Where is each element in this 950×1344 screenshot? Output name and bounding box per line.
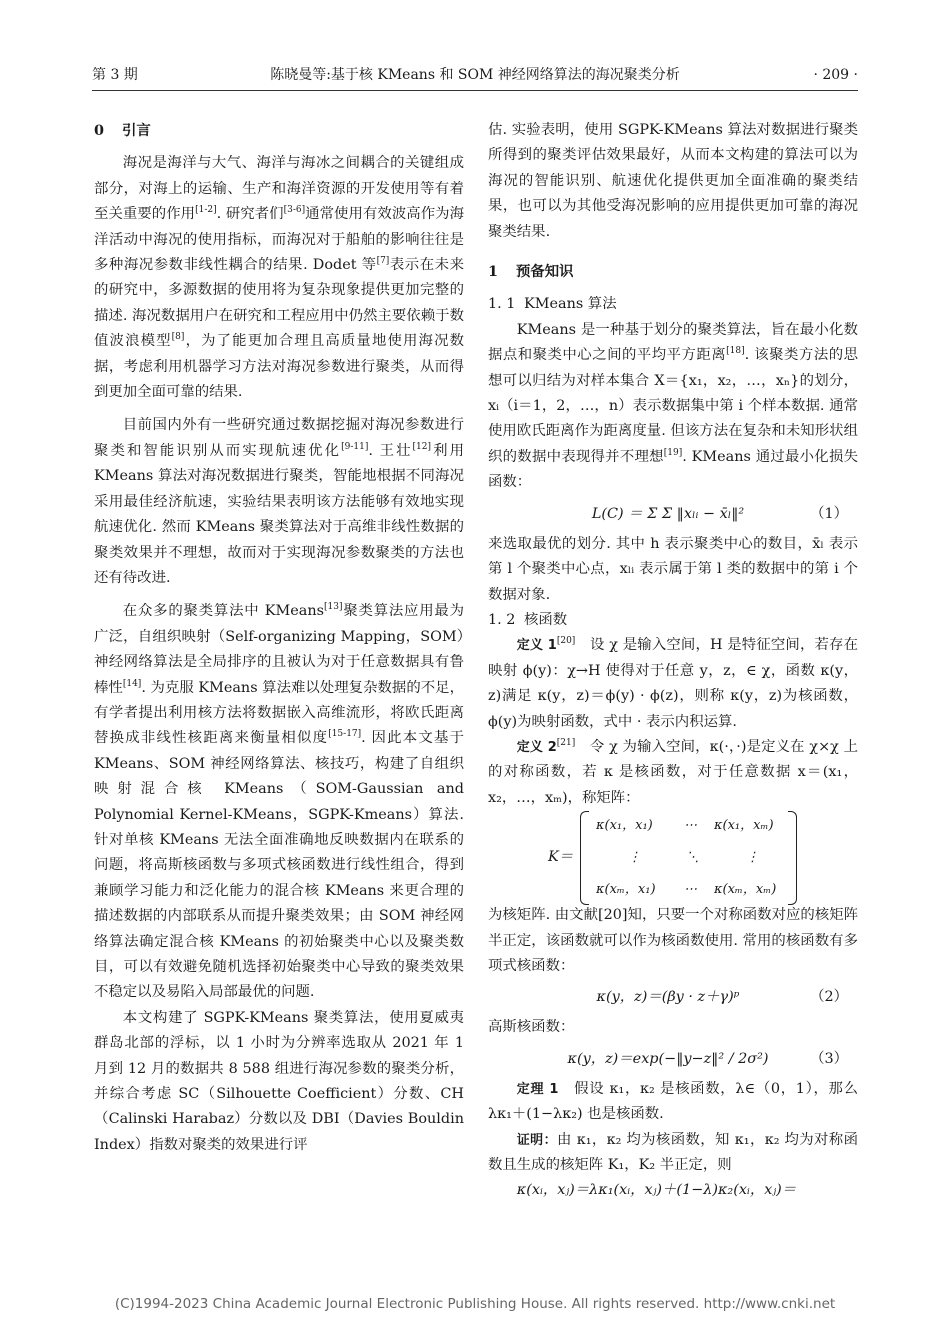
- running-title: 陈晓曼等:基于核 KMeans 和 SOM 神经网络算法的海况聚类分析: [270, 67, 680, 83]
- paragraph-kmeans: KMeans 是一种基于划分的聚类算法，旨在最小化数据点和聚类中心之间的平均平方距离[18]. 该聚类方法的思想可以归结为对样本集合 X＝{x₁，x₂，…，xₙ}的划分，xᵢ（i＝1，2，…，n）表示数据集中第 i 个样本数据. 通常使用欧氏距离作为距离度量. 但该方法在复杂和未知形状组织的数据中表现得并不理想[19]. KMeans 通过最小化损失函数：: [488, 321, 858, 491]
- copyright-footer: (C)1994-2023 China Academic Journal Electronic Publishing House. All rights reserved. http://www.cnki.net: [114, 1296, 836, 1312]
- right-column: [488, 118, 858, 1204]
- paragraph-kmeans-cont: 来选取最优的划分. 其中 h 表示聚类中心的数目，x̄ₗ 表示第 l 个聚类中心点，xₗᵢ 表示属于第 l 类的数据中的第 i 个数据对象.: [488, 535, 858, 603]
- paragraph-intro-4-cont: 估. 实验表明，使用 SGPK-KMeans 算法对数据进行聚类所得到的聚类评估效果最好，从而本文构建的算法可以为海况的智能识别、航速优化提供更加全面准确的聚类结果，也可以为其他受海况影响的应用提供更加可靠的海况聚类结果.: [488, 122, 858, 240]
- matrix-label: K＝: [548, 849, 574, 866]
- equation-3: [488, 1041, 858, 1077]
- equation-1-number: （1）: [810, 505, 848, 522]
- equation-2-number: （2）: [810, 989, 848, 1006]
- section-1-2-heading: 1. 2 核函数: [488, 611, 568, 628]
- matrix-left-bracket: [580, 811, 589, 905]
- paragraph-intro-4: 本文构建了 SGPK-KMeans 聚类算法，使用夏威夷群岛北部的浮标，以 1 小时为分辨率选取从 2021 年 1 月到 12 月的数据共 8 588 组进行海况参数的聚类分析，并综合考虑 SC（Silhouette Coefficient）分数、CH（Calinski Harabaz）分数以及 DBI（Davies Bouldin Index）指数对聚类的效果进行评: [94, 1009, 464, 1153]
- equation-3-number: （3）: [810, 1050, 848, 1067]
- matrix-cell-11: κ(x₁，x₁): [596, 818, 653, 834]
- matrix-dots-v-1: ⋮: [628, 850, 641, 866]
- equation-3-expr: κ(y，z)＝exp(−‖y−z‖² / 2σ²): [567, 1050, 769, 1067]
- equation-1-expr: L(C) ＝ Σ Σ ‖xₗᵢ − x̄ₗ‖²: [591, 505, 745, 522]
- matrix-cell-m1: κ(xₘ，x₁): [596, 882, 656, 898]
- paragraph-kernel-matrix: 为核矩阵. 由文献[20]知，只要一个对称函数对应的核矩阵半正定，该函数就可以作为核函数使用. 常用的核函数有多项式核函数：: [488, 907, 858, 974]
- section-1-heading: 1 预备知识: [488, 263, 574, 281]
- proof: 证明：由 κ₁，κ₂ 均为核函数，知 κ₁，κ₂ 均为对称函数且生成的核矩阵 K₁，K₂ 半正定，则: [488, 1131, 858, 1173]
- matrix-dots-h-1: ⋯: [684, 818, 697, 834]
- issue-number: 第 3 期: [92, 67, 138, 83]
- paragraph-intro-1: 海况是海洋与大气、海洋与海冰之间耦合的关键组成部分，对海上的运输、生产和海洋资源的开发使用等有着至关重要的作用[1-2]. 研究者们[3-6]通常使用有效波高作为海洋活动中海况的使用指标，而海况对于船舶的影响往往是多种海况参数非线性耦合的结果. Dodet 等[7]表示在未来的研究中，多源数据的使用将为复杂现象提供更加完整的描述. 海况数据用户在研究和工程应用中仍然主要依赖于数值波浪模型[8]，为了能更加合理且高质量地使用海况数据，考虑利用机器学习方法对海况参数进行聚类，从而得到更加全面可靠的结果.: [94, 155, 464, 401]
- paragraph-intro-2: 目前国内外有一些研究通过数据挖掘对海况参数进行聚类和智能识别从而实现航速优化[9-11]. 王壮[12]利用 KMeans 算法对海况数据进行聚类，智能地根据不同海况采用最佳经济航速，实验结果表明该方法能够有效地实现航速优化. 然而 KMeans 聚类算法对于高维非线性数据的聚类效果并不理想，故而对于实现海况参数聚类的方法也还有待改进.: [94, 417, 464, 586]
- theorem-1: 定理 1 假设 κ₁，κ₂ 是核函数，λ∈（0，1），那么 λκ₁＋(1−λκ₂) 也是核函数.: [488, 1080, 859, 1123]
- equation-1: [488, 496, 858, 532]
- equation-2-expr: κ(y，z)＝(βy · z＋γ)ᵖ: [596, 989, 740, 1006]
- paragraph-intro-3: 在众多的聚类算法中 KMeans[13]聚类算法应用最为广泛，自组织映射（Self-organizing Mapping，SOM）神经网络算法是全局排序的且被认为对于任意数据具有鲁棒性[14]. 为克服 KMeans 算法难以处理复杂数据的不足，有学者提出利用核方法将数据嵌入高维流形，将欧氏距离替换成非线性核距离来衡量相似度[15-17]. 因此本文基于 KMeans、SOM 神经网络算法、核技巧，构建了自组织映射混合核 KMeans（SOM-Gaussian and Polynomial Kernel-KMeans，SGPK-Kmeans）算法. 针对单核 KMeans 无法全面准确地反映数据内在联系的问题，将高斯核函数与多项式核函数进行线性组合，得到兼顾学习能力和泛化能力的混合核 KMeans 来更合理的描述数据的内部联系从而提升聚类效果；由 SOM 神经网络算法确定混合核 KMeans 的初始聚类中心以及聚类数目，可以有效避免随机选择初始聚类中心导致的聚类效果不稳定以及易陷入局部最优的问题.: [94, 602, 464, 1001]
- matrix-dots-v-2: ⋮: [746, 850, 759, 866]
- matrix-right-bracket: [788, 811, 797, 905]
- running-header: [92, 64, 858, 86]
- kernel-matrix: [488, 811, 858, 903]
- equation-2: [488, 979, 858, 1015]
- header-rule: [92, 90, 858, 91]
- matrix-cell-mm: κ(xₘ，xₘ): [714, 882, 777, 898]
- gaussian-kernel-label: 高斯核函数：: [488, 1019, 575, 1036]
- matrix-dots-d: ⋱: [686, 850, 699, 866]
- section-1-1-heading: 1. 1 KMeans 算法: [488, 296, 617, 313]
- matrix-cell-1m: κ(x₁，xₘ): [714, 818, 774, 834]
- definition-2: 定义 2[21] 令 χ 为输入空间，κ(·，·)是定义在 χ×χ 上的对称函数，若 κ 是核函数，对于任意数据 x＝(x₁，x₂，…，xₘ)，称矩阵：: [488, 737, 858, 806]
- section-0-heading: 0 引言: [94, 122, 151, 139]
- page-number: · 209 ·: [813, 67, 858, 83]
- matrix-dots-h-2: ⋯: [684, 882, 697, 898]
- equation-4: κ(xᵢ，xⱼ)＝λκ₁(xᵢ，xⱼ)＋(1−λ)κ₂(xᵢ，xⱼ)＝: [516, 1182, 797, 1199]
- definition-1: 定义 1[20] 设 χ 是输入空间，H 是特征空间，若存在映射 ϕ(y)：χ→H 使得对于任意 y，z，∈ χ，函数 κ(y，z)满足 κ(y，z)＝ϕ(y) · ϕ(z)，则称 κ(y，z)为核函数，ϕ(y)为映射函数，式中 · 表示内积运算.: [488, 636, 858, 730]
- left-column: [94, 118, 464, 1158]
